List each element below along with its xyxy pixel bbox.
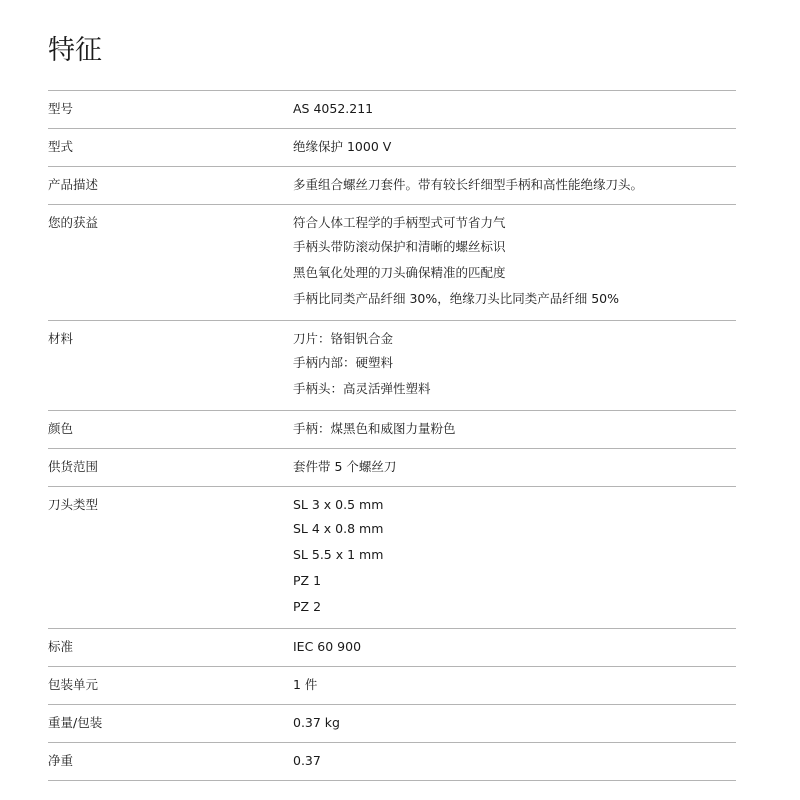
spec-value: 手柄内部：硬塑料 (293, 355, 394, 370)
spec-value: 手柄：煤黑色和威图力量粉色 (293, 421, 456, 436)
spec-row-model (48, 91, 736, 129)
spec-value: 多重组合螺丝刀套件。带有较长纤细型手柄和高性能绝缘刀头。 (293, 177, 644, 192)
spec-values (293, 212, 736, 312)
spec-values (293, 328, 736, 402)
spec-label: 供货范围 (48, 459, 99, 474)
spec-label: 您的获益 (48, 215, 99, 230)
page-title: 特征 (48, 35, 102, 66)
spec-row-scope-of-supply (48, 449, 736, 487)
spec-table (48, 90, 736, 781)
spec-label: 净重 (48, 753, 74, 768)
spec-label: 标准 (48, 639, 74, 654)
spec-label: 包装单元 (48, 677, 99, 692)
spec-label: 材料 (48, 331, 74, 346)
spec-value: SL 5.5 x 1 mm (293, 547, 384, 562)
spec-value: PZ 2 (293, 599, 322, 614)
spec-label: 型式 (48, 139, 74, 154)
spec-row-net-weight (48, 743, 736, 781)
spec-value: 绝缘保护 1000 V (293, 139, 392, 154)
spec-label: 重量/包装 (48, 715, 103, 730)
spec-value: 手柄比同类产品纤细 30%，绝缘刀头比同类产品纤细 50% (293, 291, 620, 306)
spec-values (293, 674, 736, 696)
spec-value: 0.37 (293, 753, 321, 768)
spec-values (293, 750, 736, 772)
spec-value: 黑色氧化处理的刀头确保精准的匹配度 (293, 265, 506, 280)
spec-values (293, 494, 736, 620)
spec-values (293, 636, 736, 658)
spec-label: 颜色 (48, 421, 74, 436)
spec-row-type (48, 129, 736, 167)
spec-values (293, 174, 736, 196)
spec-values (293, 456, 736, 478)
spec-values (293, 712, 736, 734)
spec-value: SL 4 x 0.8 mm (293, 521, 384, 536)
spec-row-weight-per-package (48, 705, 736, 743)
spec-value: 符合人体工程学的手柄型式可节省力气 (293, 215, 506, 230)
spec-value: IEC 60 900 (293, 639, 362, 654)
spec-row-packaging-unit (48, 667, 736, 705)
spec-value: AS 4052.211 (293, 101, 374, 116)
spec-value: SL 3 x 0.5 mm (293, 497, 384, 512)
spec-row-description (48, 167, 736, 205)
spec-row-material (48, 321, 736, 411)
spec-value: 0.37 kg (293, 715, 340, 730)
spec-value: 手柄头带防滚动保护和清晰的螺丝标识 (293, 239, 506, 254)
spec-values (293, 98, 736, 120)
spec-value: 手柄头：高灵活弹性塑料 (293, 381, 431, 396)
spec-values (293, 136, 736, 158)
spec-value: PZ 1 (293, 573, 322, 588)
spec-row-standard (48, 629, 736, 667)
spec-value: 刀片：铬钼钒合金 (293, 331, 394, 346)
spec-value: 套件带 5 个螺丝刀 (293, 459, 397, 474)
spec-row-color (48, 411, 736, 449)
spec-label: 刀头类型 (48, 497, 99, 512)
spec-values (293, 418, 736, 440)
spec-label: 型号 (48, 101, 74, 116)
spec-label: 产品描述 (48, 177, 99, 192)
spec-value: 1 件 (293, 677, 318, 692)
spec-row-benefits (48, 205, 736, 321)
spec-row-tip-types (48, 487, 736, 629)
